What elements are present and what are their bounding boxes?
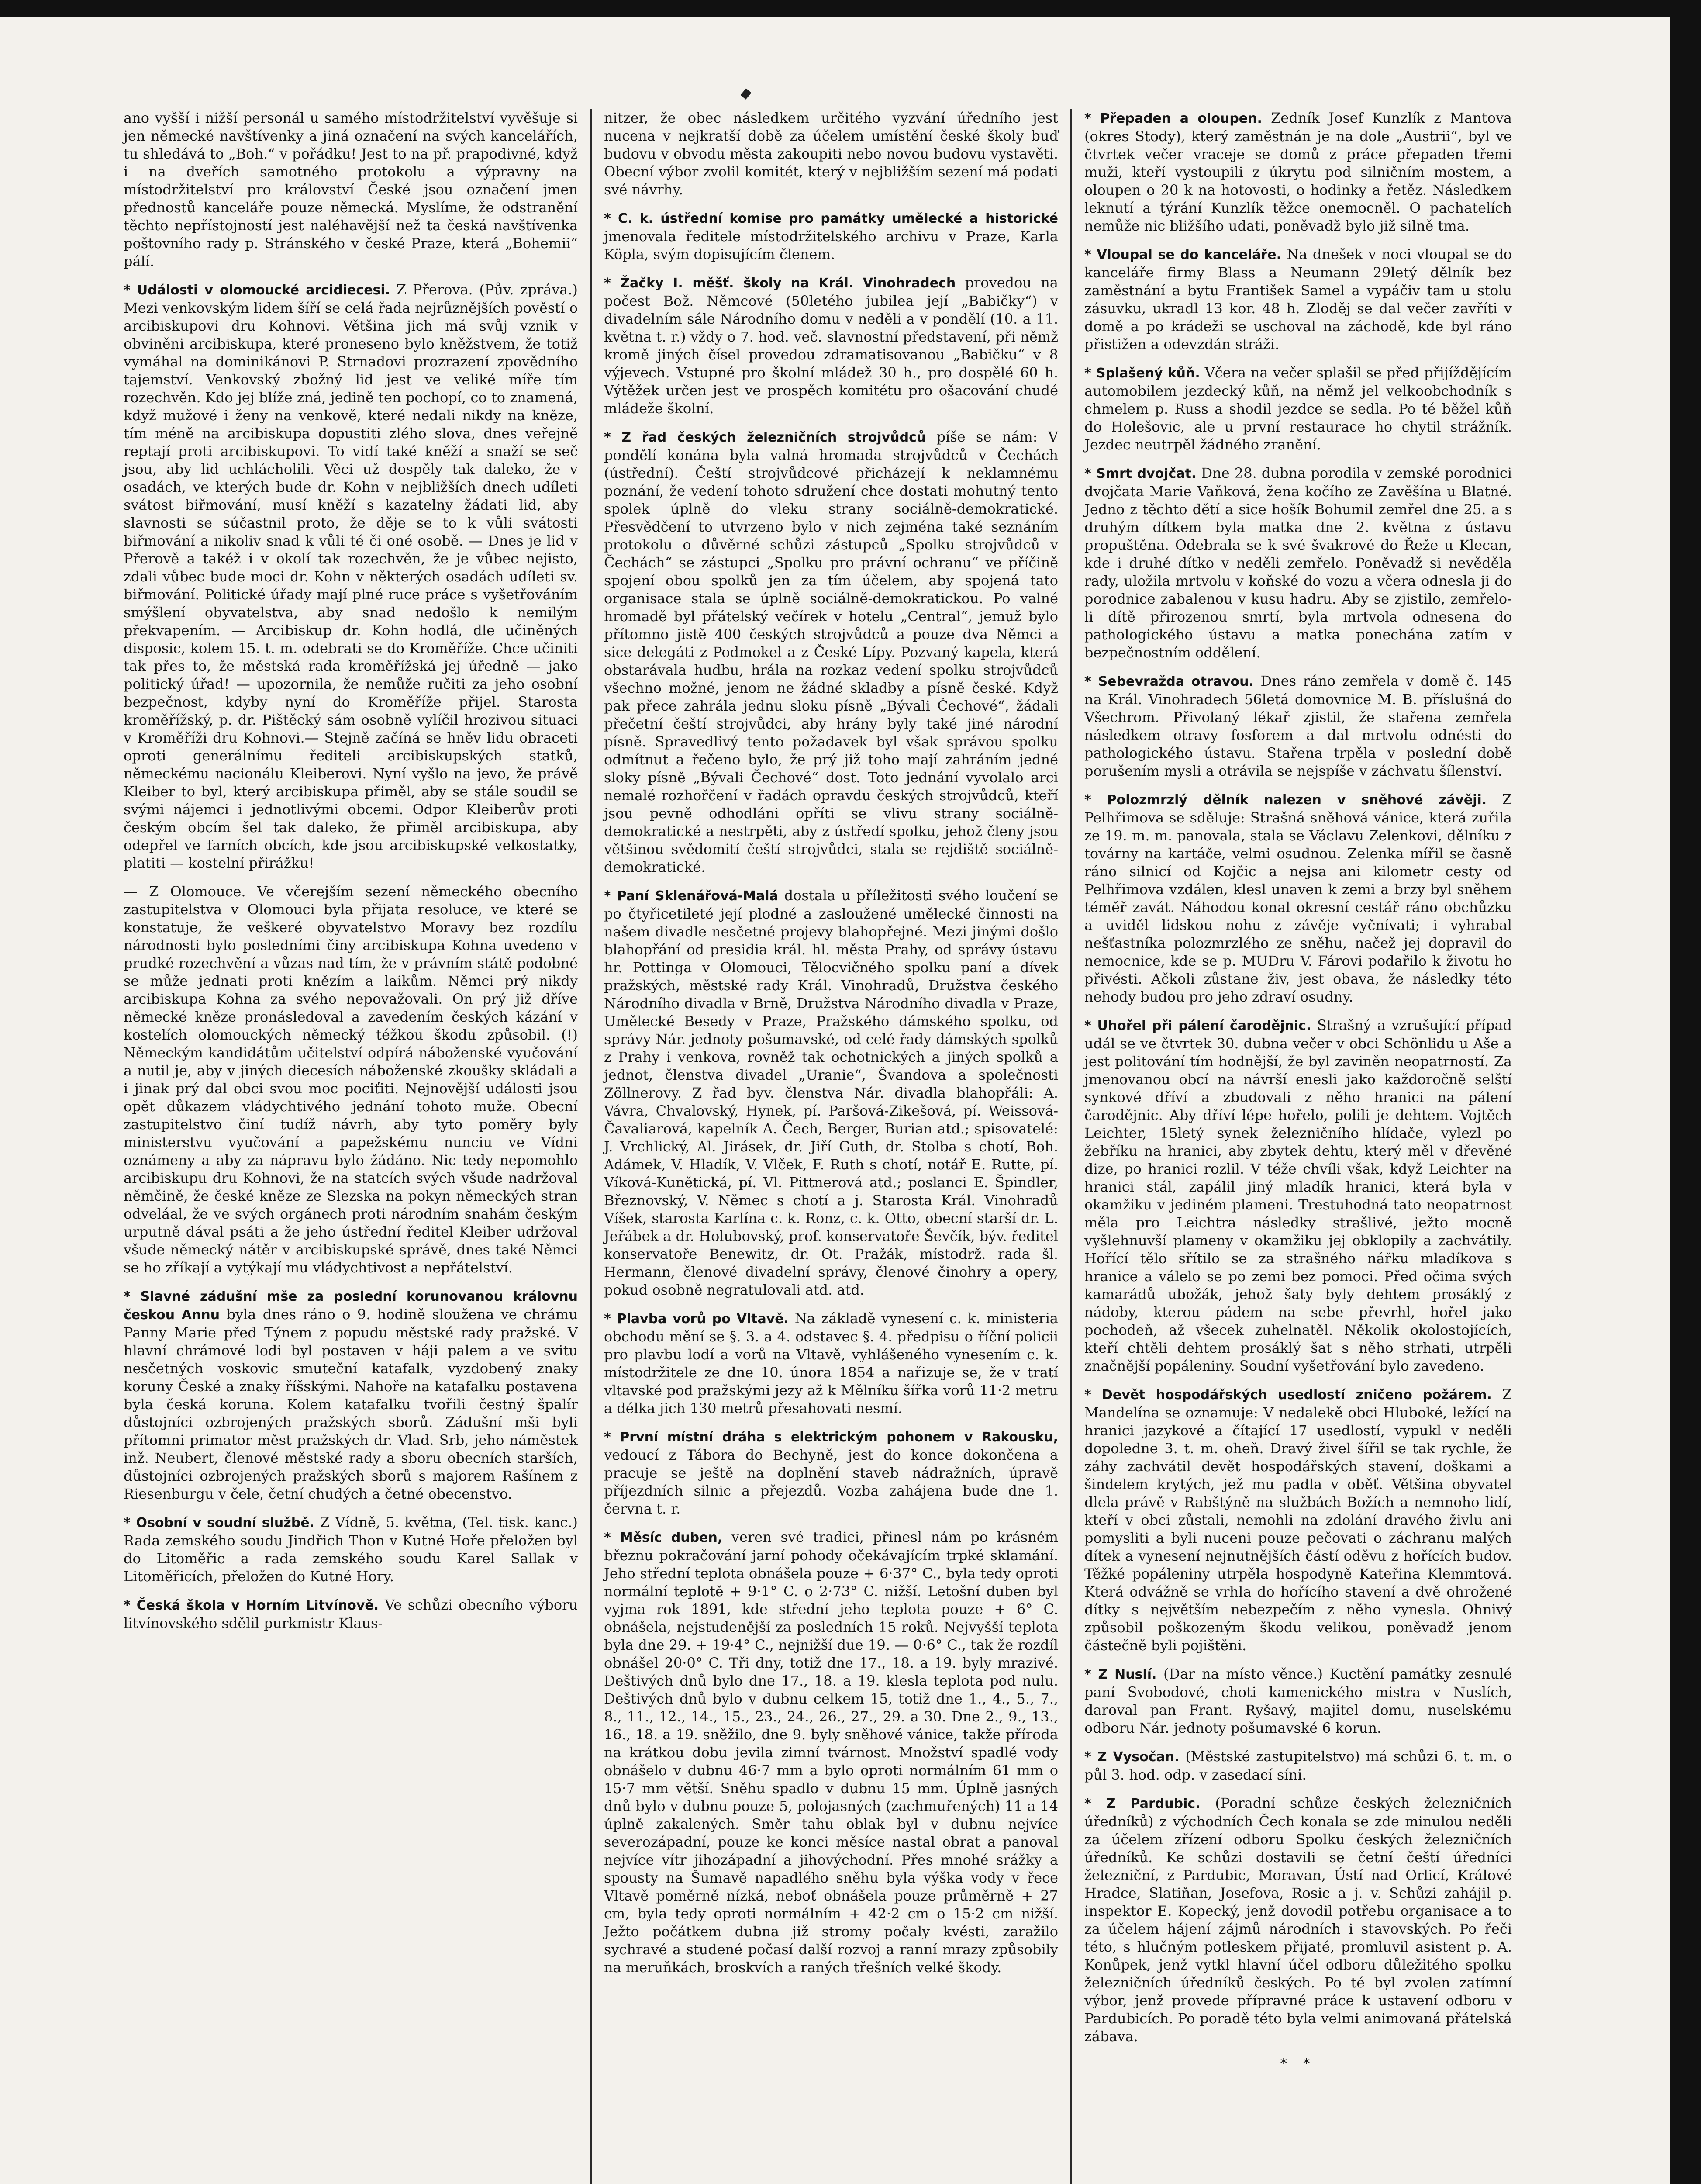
article-headline: * Přepaden a oloupen. — [1084, 111, 1262, 126]
article-headline: * Vloupal se do kanceláře. — [1084, 247, 1281, 263]
article-text: ano vyšší i nižší personál u samého místodržitelství vyvěšuje si jen německé navštívenky a jiná označení na svých kancelářích, tu shledává to „Boh.“ v pořádku! Jest to na př. prapodivné, když i na dveřích samotného protokolu a výpravny na místodržitelství pro království České jsou označení jmen přednostů kanceláře pouze německá. Myslíme, že odstranění těchto nepřístojností jest naléhavější než ta česká navštívenka poštovního rady p. Stránského v české Praze, která „Bohemii“ pálí. — [124, 110, 578, 270]
column-right — [1072, 109, 1524, 2184]
article-paragraph — [124, 1287, 578, 1503]
article-headline: * Osobní v soudní službě. — [124, 1515, 314, 1531]
article-paragraph — [604, 1528, 1058, 1977]
article-headline: * Z Pardubic. — [1084, 1796, 1201, 1811]
article-headline: * Slavné zádušní mše za poslední korunovanou královnu českou Annu — [124, 1289, 578, 1323]
article-headline: * Měsíc duben, — [604, 1530, 723, 1545]
article-headline: * Sebevražda otravou. — [1084, 674, 1254, 689]
article-text: vedoucí z Tábora do Bechyně, jest do konce dokončena a pracuje se ještě na doplnění staveb nádražních, úpravě příjezdních silnic a přejezdů. Vozba zahájena bude dne 1. června t. r. — [604, 1447, 1058, 1517]
article-text: Z Vídně, 5. května, (Tel. tisk. kanc.) Rada zemského soudu Jindřich Thon v Kutné Hoře přeložen byl do Litoměřic a rada zemského soudu Karel Sallak v Litoměřicích, přeložen do Kutné Hory. — [124, 1514, 578, 1585]
article-paragraph — [1084, 1016, 1512, 1375]
article-headline: * Z řad českých železničních strojvůdců — [604, 430, 926, 445]
article-text: Z Pelhřimova se sděluje: Strašná sněhová vánice, která zuřila ze 19. m. m. panovala, stala se Václavu Zelenkovi, dělníku z továrny na kartáče, velmi osudnou. Zelenka mířil se časně ráno silnicí od Kojčic a nejsa ani kilometr cesty od Pelhřimova vzdálen, klesl unaven k zemi a brzy byl sněhem téměř zavát. Náhodou konal okresní cestář ráno obchůzku a uviděl lidskou nohu z závěje vyčnívati; i vyhrabal nešťastníka polozmrzlého ze sněhu, načež jej dopravil do nemocnice, kde se p. MUDru V. Fárovi podařilo k životu ho přivésti. Ačkoli zůstane živ, jest obava, že následky této nehody budou pro jeho zdraví osudny. — [1084, 791, 1512, 1005]
article-paragraph — [124, 1596, 578, 1632]
article-headline: * Devět hospodářských usedlostí zničeno požárem. — [1084, 1387, 1492, 1403]
article-paragraph — [124, 109, 578, 270]
article-paragraph — [1084, 109, 1512, 235]
article-headline: * Smrt dvojčat. — [1084, 466, 1197, 481]
article-paragraph — [604, 109, 1058, 199]
article-text: Z Přerova. (Pův. zpráva.) Mezi venkovským lidem šíří se celá řada nejrůznějších pověstí o arcibiskupovi dru Kohnovi. Většina jich má svůj vznik v obviněni arcibiskupa, které proneseno bylo kněžstvem, že totiž vymáhal na dominikánovi P. Strnadovi prozrazení zpovědního tajemství. Venkovský zbožný lid jest ve veliké míře tím rozechvěn. Kdo jej blíže zná, jedině ten pochopí, co to znamená, když mužové i ženy na venkově, které nedali nikdy na kněze, tím méně na arcibiskupa dopustiti zlého slova, dnes veřejně reptají proti arcibiskupovi. To vidí také kněží a snaží se seč jsou, aby lid uchlácholili. Věci už dospěly tak daleko, že v osadách, ve kterých bude dr. Kohn v nejbližších dnech udíleti svátost biřmování, musí kněží s kazatelny žádati lid, aby slavnosti se súčastnil proto, že děje se to k vůli svátosti biřmování a nikoliv snad k vůli té či oné osobě. — Dnes je lid v Přerově a takéž i v okolí tak rozechvěn, že je vůbec nejisto, zdali vůbec bude moci dr. Kohn v některých osadách udíleti sv. biřmování. Politické úřady mají plné ruce práce s vyšetřováním smýšlení obyvatelstva, aby snad nedošlo k nemilým překvapením. — Arcibiskup dr. Kohn hodlá, dle učiněných disposic, kolem 15. t. m. odebrati se do Kroměříže. Chce učiniti tak přes to, že městská rada kroměřížská jej úředně — jako politický úřad! — upozornila, že nemůže ručiti za jeho osobní bezpečnost, kdyby nyní do Kroměříže přijel. Starosta kroměřížský, p. dr. Pištěcký sám osobně vylíčil hrozivou situaci v Kroměříži dru Kohnovi.— Stejně začíná se hněv lidu obraceti oproti generálnímu řediteli arcibiskupských statků, německému nacionálu Kleiberovi. Nyní vyšlo na jevo, že právě Kleiber to byl, který arcibiskupa přiměl, aby se stále soudil se svými nájemci i jednotlivými obcemi. Odpor Kleiberův proti českým obcím šel tak daleko, že přiměl arcibiskupa, aby odepřel ve farních obcích, kde jsou arcibiskupské velkostatky, platiti — kostelní přirážku! — [124, 281, 578, 871]
article-headline: * První místní dráha s elektrickým pohonem v Rakousku, — [604, 1430, 1058, 1445]
article-text: byla dnes ráno o 9. hodině sloužena ve chrámu Panny Marie před Týnem z popudu městské rady pražské. V hlavní chrámové lodi byl postaven v háji palem a ve svitu nesčetných voskovic smuteční katafalk, vyzdobený znaky koruny České a znaky říšskými. Nahoře na katafalku postavena byla česká koruna. Kolem katafalku tvořili čestný špalír důstojníci ozbrojených pražských sborů. Zádušní mši byli přítomni primator měst pražských dr. Vlad. Srb, jeho náměstek inž. Neubert, členové městské rady a sboru obecních starších, důstojníci ozbrojených pražských sborů s majorem Rašínem z Riesenburgu v čele, četní chudých a četné obecenstvo. — [124, 1306, 578, 1502]
article-paragraph — [1084, 1665, 1512, 1737]
article-headline: * Události v olomoucké arcidiecesi. — [124, 283, 390, 298]
article-headline: * Polozmrzlý dělník nalezen v sněhové závěji. — [1084, 792, 1487, 808]
article-paragraph — [124, 281, 578, 872]
article-headline: * Splašený kůň. — [1084, 366, 1200, 381]
article-text: (Městské zastupitelstvo) má schůzi 6. t. m. o půl 3. hod. odp. v zasedací síni. — [1084, 1748, 1512, 1783]
article-paragraph — [1084, 464, 1512, 662]
column-left — [111, 109, 592, 2184]
column-middle — [592, 109, 1072, 2184]
scan-border-right — [1670, 0, 1701, 2184]
article-text: provedou na počest Bož. Němcové (50letého jubilea její „Babičky“) v divadelním sále Národního domu v neděli a v pondělí (10. a 11. května t. r.) vždy o 7. hod. več. slavnostní představení, při němž kromě jiných čísel provedou zdramatisovanou „Babičku“ v 8 výjevech. Vstupné pro školní mládež 30 h., pro dospělé 60 h. Výtěžek určen jest ve prospěch komitétu pro ošacování chudé mládeže školní. — [604, 274, 1058, 417]
article-headline: * Uhořel při pálení čarodějnic. — [1084, 1018, 1311, 1033]
article-text: Dne 28. dubna porodila v zemské porodnici dvojčata Marie Vaňková, žena kočího ze Zavěšína u Blatné. Jedno z těchto dětí a sice hošík Bohumil zemřel dne 25. a s druhým dítkem byla matka dne 2. května z ústavu propuštěna. Odebrala se k své švakrové do Řeže u Klecan, kde i druhé dítko v neděli zemřelo. Poněvadž si nevěděla rady, uložila mrtvolu v koňské do vozu a včera odnesla ji do porodnice zabalenou v kusu hadru. Aby se zjistilo, zemřelo-li dítě přirozenou smrtí, byla mrtvola odnesena do pathologického ústavu a matka ponechána zatím v bezpečnostním oddělení. — [1084, 465, 1512, 661]
article-paragraph — [1084, 1794, 1512, 2046]
article-headline: * Žačky I. měšť. školy na Král. Vinohradech — [604, 276, 956, 291]
article-text: píše se nám: V pondělí konána byla valná hromada strojvůdců v Čechách (ústřední). Čeští strojvůdcové přicházejí k neklamnému poznání, že vedení tohoto sdružení chce dostati mohutný tento spolek úplně do vleku strany sociálně-demokratické. Přesvědčení to utvrzeno bylo v nich zejména také seznáním protokolu o důvěrné schůzi zástupců „Spolku strojvůdců v Čechách“ se zástupci „Spolku pro právní ochranu“ ve příčině spojení obou spolků jen za tím účelem, aby spojená tato organisace stala se úplně sociálně-demokratickou. Po valné hromadě byl přátelský večírek v hotelu „Central“, jemuž bylo přítomno jistě 400 českých strojvůdců a pouze dva Němci a sice delegáti z Podmokel a z České Lípy. Pozvaný kapela, která obstarávala hudbu, hrála na rozkaz vedení spolku strojvůdců všechno možné, jenom ne žádné skladby a písně české. Když pak přece zahrála jednu sloku písně „Bývali Čechové“, žádali přečetní čeští strojvůdci, aby hrány byly také jiné národní písně. Spravedlivý tento požadavek byl však správou spolku odmítnut a řečeno bylo, že prý již toho mají zahráním jedné sloky písně „Bývali Čechové“ dost. Toto jednání vyvolalo arci nemalé rozhořčení v řadách opravdu českých strojvůdců, kteří jsou pevně odhodláni opříti se vlivu strany sociálně-demokratické a nestrpěti, aby z ústředí spolku, jehož členy jsou většinou svědomití čeští strojvůdci, stala se rejdiště sociálně-demokratické. — [604, 429, 1059, 875]
article-headline: * Paní Sklenářová-Malá — [604, 888, 778, 904]
newspaper-page — [111, 109, 1524, 2184]
article-text: dostala u příležitosti svého loučení se po čtyřicetileté její plodné a zasloužené umělecké činnosti na našem divadle nesčetné projevy blahopřejné. Mezi jinými došlo blahopřání od presidia král. hl. města Prahy, od správy ústavu hr. Pottinga v Olomouci, Tělocvičného spolku paní a dívek pražských, městské rady Král. Vinohradů, Družstva českého Národního divadla v Brně, Družstva Národního divadla v Praze, Umělecké Besedy v Praze, Pražského dámského spolku, od správy Nár. jednoty pošumavské, od celé řady dámských spolků z Prahy i venkova, rovněž tak ochotnických a jiných spolků a jednot, členstva divadel „Uranie“, Švandova a společnosti Zöllnerovy. Z řad byv. členstva Nár. divadla blahopřáli: A. Vávra, Chvalovský, Hynek, pí. Paršová-Zikešová, pí. Weissová-Čavaliarová, kapelník A. Čech, Berger, Burian atd.; spisovatelé: J. Vrchlický, Al. Jirásek, dr. Jiří Guth, dr. Stolba s chotí, Boh. Adámek, V. Hladík, V. Vlček, F. Ruth s chotí, notář E. Rutte, pí. Víková-Kunětická, pí. Vl. Pittnerová atd.; poslanci E. Špindler, Březnovský, V. Němec s chotí a j. Starosta Král. Vinohradů Víšek, starosta Karlína c. k. Ronz, c. k. Otto, obecní starší dr. L. Jeřábek a dr. Holubovský, prof. konservatoře Ševčík, býv. ředitel konservatoře Benewitz, dr. Ot. Pražák, místodrž. rada šl. Hermann, členové divadelní správy, členové činohry a opery, pokud osobně negratulovali atd. atd. — [604, 887, 1059, 1298]
article-headline: * Z Nuslí. — [1084, 1667, 1157, 1682]
article-text: Na základě vynesení c. k. ministeria obchodu mění se §. 3. a 4. odstavec §. 4. předpisu o říční policii pro plavbu lodí a vorů na Vltavě, vyhlášeného vynesením c. k. místodržitele ze dne 10. února 1854 a nařizuje se, že v tratí vltavské pod pražskými jezy až k Mělníku šířka vorů 11·2 metru a délka jich 130 metrů přesahovati nesmí. — [604, 1310, 1058, 1417]
article-paragraph — [604, 887, 1058, 1299]
article-paragraph — [604, 1428, 1058, 1518]
end-mark: * * — [1280, 2056, 1316, 2071]
article-text: Zedník Josef Kunzlík z Mantova (okres Stody), který zaměstnán je na dole „Austrii“, byl ve čtvrtek večer vraceje se domů z práce přepaden třemi muži, kteří vystoupili z úkrytu pod silničním mostem, a oloupen o 20 k na hotovosti, o hodinky a řetěz. Následkem leknutí a týrání Kunzlík těžce onemocněl. O pachatelích nemůže nic bližšího udati, poněvadž bylo již silně tma. — [1084, 110, 1512, 234]
article-paragraph — [1084, 1748, 1512, 1784]
article-headline: * Z Vysočan. — [1084, 1749, 1180, 1765]
article-text: veren své tradici, přinesl nám po krásném březnu pokračování jarní pohody očekávajícím trpké sklamání. Jeho střední teplota obnášela pouze + 6·37° C., byla tedy oproti normální teplotě + 9·1° C. o 2·73° C. nižší. Letošní duben byl vyjma rok 1891, kde střední jeho teplota pouze + 6° C. obnášela, nejstudenější za posledních 15 roků. Nejvyšší teplota byla dne 29. + 19·4° C., nejnižší due 19. — 0·6° C., tak že rozdíl obnášel 20·0° C. Tři dny, totiž dne 17., 18. a 19. byly mrazivé. Deštivých dnů bylo dne 17., 18. a 19. klesla teplota pod nulu. Deštivých dnů bylo v dubnu celkem 15, totiž dne 1., 4., 5., 7., 8., 11., 12., 14., 15., 23., 24., 26., 27., 29. a 30. Dne 2., 9., 13., 16., 18. a 19. sněžilo, dne 9. byly sněhové vánice, takže příroda na krátkou dobu jevila zimní tvárnost. Množství spadlé vody obnášelo v dubnu 46·7 mm a bylo oproti normálním 61 mm o 15·7 mm větší. Sněhu spadlo v dubnu 15 mm. Úplně jasných dnů bylo v dubnu pouze 5, polojasných (zachmuřených) 11 a 14 úplně zakalených. Směr tahu oblak byl v dubnu nejvíce severozápadní, pouze ke konci měsíce nastal obrat a panoval nejvíce vítr jihozápadní a jihovýchodní. Přes mnohé srážky a spousty na Šumavě napadlého sněhu byla výška vody v řece Vltavě poměrně nízká, neboť obnášela pouze průměrně + 27 cm, byla tedy oproti normálním + 42·2 cm o 15·2 cm nižší. Ježto počátkem dubna již stromy počaly kvésti, zaražilo sychravé a studené počasí další rozvoj a ranní mrazy způsobily na meruňkách, broskvích a raných třešních velké škody. — [604, 1529, 1059, 1976]
article-paragraph — [124, 1514, 578, 1586]
article-text: (Dar na místo věnce.) Kuctění památky zesnulé paní Svobodové, choti kamenického mistra v Nuslích, daroval pan Frant. Ryšavý, majitel domu, nuselskému odboru Nár. jednoty pošumavské 6 korun. — [1084, 1666, 1512, 1736]
article-paragraph — [604, 428, 1058, 876]
article-headline: * Česká škola v Horním Litvínově. — [124, 1598, 379, 1613]
article-text: jmenovala ředitele místodržitelského archivu v Praze, Karla Köpla, svým dopisujícím členem. — [604, 228, 1058, 263]
article-paragraph — [1084, 364, 1512, 454]
scan-speck — [740, 88, 751, 100]
article-paragraph — [1084, 1386, 1512, 1655]
article-headline: * C. k. ústřední komise pro památky umělecké a historické — [604, 211, 1058, 226]
article-text: nitzer, že obec následkem určitého vyzvání úředního jest nucena v nejkratší době za účelem umístění české školy buď budovu v obvodu města zakoupiti nebo novou budovu vystavěti. Obecní výbor zvolil komitét, který v nejbližším sezení má podati své návrhy. — [604, 110, 1058, 198]
article-paragraph — [1084, 245, 1512, 353]
article-text: (Poradní schůze českých železničních úředníků) z východních Čech konala se zde minulou neděli za účelem zřízení odboru Spolku českých železničních úředníků. Ke schůzi dostavili se četní čeští úředníci železniční, z Pardubic, Moravan, Ústí nad Orlicí, Králové Hradce, Slatiňan, Josefova, Rosic a j. v. Schůzi zahájil p. inspektor E. Kopecký, jenž dovodil potřebu organisace a to za účelem hájení zájmů národních i stavovských. Po řeči této, s hlučným potleskem přijaté, promluvil asistent p. A. Konůpek, jenž vytkl hlavní účel odboru důležitého spolku železničních úředníků českých. Po té byl zvolen zatímní výbor, jenž provede přípravné práce k ustavení odboru v Pardubicích. Po poradě této byla velmi animovaná přátelská zábava. — [1084, 1795, 1512, 2045]
article-paragraph — [604, 209, 1058, 263]
article-paragraph — [1084, 791, 1512, 1006]
scan-border-top — [0, 0, 1701, 17]
article-text: Ve schůzi obecního výboru litvínovského sdělil purkmistr Klaus- — [124, 1597, 578, 1631]
article-text: — Z Olomouce. Ve včerejším sezení německého obecního zastupitelstva v Olomouci byla přijata resoluce, ve které se konstatuje, že veškeré obyvatelstvo Moravy bez rozdílu národnosti bylo posledními činy arcibiskupa Kohna uvedeno v prudké rozechvění a vůzas nad tím, že v právním státě podobné se může jednati proti knězím a laikům. Němci prý nikdy arcibiskupa Kohna za svého nepovažovali. On prý již dříve německé kněze pronásledoval a zavedením českých kázání v kostelích olomouckých německý téžkou škodu způsobil. (!) Německým kandidátům učitelství odpírá náboženské vyučování a nutil je, aby v jiných diecesích náboženské zkoušky skládali a i jinak prý dal obci svou moc pociťiti. Nejnovější události jsou opět důkazem vládychtivého jednání tohoto muže. Obecní zastupitelstvo činí tudíž návrh, aby tyto poměry byly ministerstvu vyučování a papežskému nunciu ve Vídni oznámeny a aby za nápravu bylo žádáno. Nic tedy nepomohlo arcibiskupu dru Kohnovi, že na statcích svých všude nadržoval němčině, že české kněze ze Slezska na pokyn německých stran odveláal, že ve svých orgánech proti národním snahám českým urputně dával psáti a že jeho ústřední ředitel Kleiber udržoval všude německý nátěr v arcibiskupské správě, dnes také Němci se ho zříkají a vytýkají mu vládychtivost a nepřátelství. — [124, 883, 578, 1276]
article-text: Z Mandelína se oznamuje: V nedalekě obci Hluboké, ležící na hranici jazykové a čítající 17 usedlostí, vypukl v neděli dopoledne 3. t. m. oheň. Dravý živel šířil se tak rychle, že záhy zachvátil devět hospodářských stavení, doškami a šindelem krytých, jež mu padla v oběť. Většina obyvatel dlela právě v Rabštýně na službách Božích a nemnoho lidí, kteří v obci zůstali, nemohli na zdolání dravého živlu ani pomysliti a byli nuceni pouze pečovati o záchranu malých dítek a vynesení nejnutnějších částí oděvu z hořících budov. Těžké popáleniny utrpěla hospodyně Kateřina Klemmtová. Která odvážně se vrhla do hořícího stavení a dvě ohrožené dítky s největším nebezpečím z něho vynesla. Ohnivý způsobil poškozeným škodu velikou, poněvadž jenom částečně byli pojištěni. — [1084, 1386, 1512, 1654]
article-paragraph — [604, 1310, 1058, 1417]
article-text: Dnes ráno zemřela v domě č. 145 na Král. Vinohradech 56letá domovnice M. B. příslušná do Všechrom. Přivolaný lékař zjistil, že stařena zemřela následkem otravy fosforem a dal mrtvolu odnésti do pathologického ústavu. Stařena trpěla v poslední době porušením mysli a otrávila se nejspíše v záchvatu šílenství. — [1084, 673, 1512, 779]
article-paragraph — [124, 883, 578, 1277]
article-text: Na dnešek v noci vloupal se do kanceláře firmy Blass a Neumann 29letý dělník bez zaměstnání a bytu František Samel a vypáčiv tam u stolu zásuvku, ukradl 13 kor. 48 h. Zloděj se dal večer zavříti v domě a po krádeži se uschoval na záchodě, kde byl ráno přistižen a odevzdán stráži. — [1084, 246, 1512, 352]
article-paragraph — [604, 274, 1058, 418]
article-text: Strašný a vzrušující případ udál se ve čtvrtek 30. dubna večer v obci Schönlidu u Aše a jest politování tím hodnější, že byl zaviněn neopatrností. Za jmenovanou obcí na návrší enesli jako každoročně selští synkové dříví a zbudovali z něho hranici na pálení čarodějnic. Aby dříví lépe hořelo, polili je dehtem. Vojtěch Leichter, 15letý synek železničního hlídače, vylezl po žebříku na hranici, aby zbytek dehtu, který měl v dřevěné dize, po hranici rozlil. V téže chvíli však, když Leichter na hranici stál, zapálil jiný mladík hranici, která byla v okamžiku v jediném plameni. Trestuhodná tato neopatrnost měla pro Leichtra následky strašlivé, ježto mocně vyšlehnuvší plameny v okamžiku jej obklopily a zachvátily. Hořící tělo sřítilo se za strašného nářku mladíkova s hranice a válelo se po zemi bez pomoci. Před očima svých kamarádů ubožák, jehož šaty byly dehtem prosáklý z nádoby, kterou pádem na sebe převrhl, hořel jako pochodeň, až všecek zuhelnatěl. Několik okolostojících, kteří chtěli dehtem prosáklý šat s něho strhati, utrpěli značnější popáleniny. Soudní vyšetřování bylo zavedeno. — [1084, 1017, 1512, 1374]
article-text: Včera na večer splašil se před přijíždějícím automobilem jezdecký kůň, na němž jel velkoobchodník s chmelem p. Russ a shodil jezdce se sedla. Po té běžel kůň do Holešovic, ale u první restaurace ho chytil strážník. Jezdec neutrpěl žádného zranění. — [1084, 364, 1512, 453]
article-headline: * Plavba vorů po Vltavě. — [604, 1311, 789, 1327]
article-paragraph — [1084, 672, 1512, 780]
